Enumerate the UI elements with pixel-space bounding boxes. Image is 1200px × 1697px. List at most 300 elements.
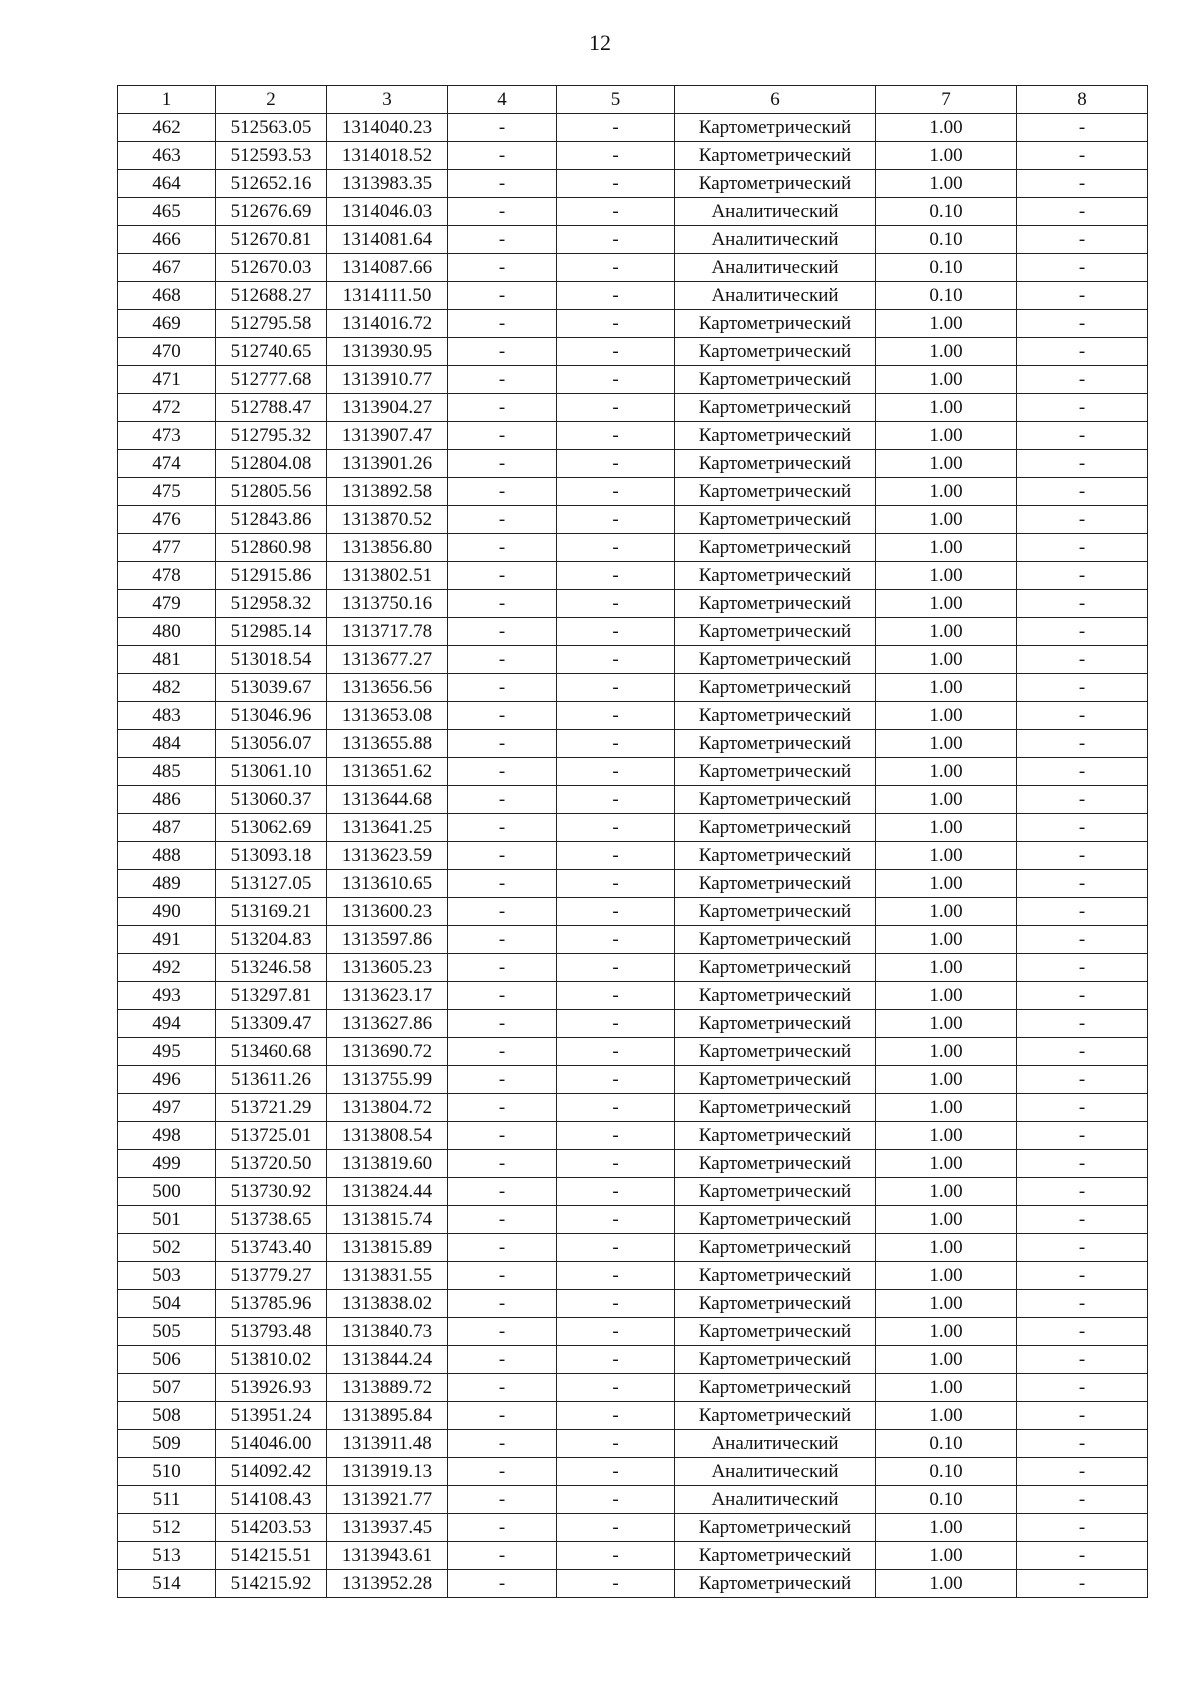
- x-coordinate-cell: 513039.67: [216, 674, 327, 702]
- column-8-cell: -: [1017, 478, 1148, 506]
- y-coordinate-cell: 1313623.59: [327, 842, 448, 870]
- table-row: [118, 114, 1148, 142]
- method-cell: Картометрический: [675, 786, 876, 814]
- column-4-cell: -: [448, 1122, 557, 1150]
- table-row: [118, 1402, 1148, 1430]
- column-8-cell: -: [1017, 1094, 1148, 1122]
- y-coordinate-cell: 1313623.17: [327, 982, 448, 1010]
- column-5-cell: -: [557, 1262, 675, 1290]
- column-8-cell: -: [1017, 338, 1148, 366]
- x-coordinate-cell: 512915.86: [216, 562, 327, 590]
- x-coordinate-cell: 513169.21: [216, 898, 327, 926]
- y-coordinate-cell: 1313808.54: [327, 1122, 448, 1150]
- column-8-cell: -: [1017, 1402, 1148, 1430]
- x-coordinate-cell: 513793.48: [216, 1318, 327, 1346]
- column-8-cell: -: [1017, 1262, 1148, 1290]
- point-number-cell: 504: [118, 1290, 216, 1318]
- method-cell: Аналитический: [675, 254, 876, 282]
- column-4-cell: -: [448, 226, 557, 254]
- column-5-cell: -: [557, 450, 675, 478]
- x-coordinate-cell: 513743.40: [216, 1234, 327, 1262]
- column-4-cell: -: [448, 1318, 557, 1346]
- x-coordinate-cell: 512843.86: [216, 506, 327, 534]
- column-5-cell: -: [557, 198, 675, 226]
- y-coordinate-cell: 1313802.51: [327, 562, 448, 590]
- point-number-cell: 498: [118, 1122, 216, 1150]
- table-row: [118, 338, 1148, 366]
- point-number-cell: 512: [118, 1514, 216, 1542]
- accuracy-cell: 1.00: [876, 1038, 1017, 1066]
- y-coordinate-cell: 1313892.58: [327, 478, 448, 506]
- table-row: [118, 562, 1148, 590]
- column-4-cell: -: [448, 730, 557, 758]
- column-8-cell: -: [1017, 366, 1148, 394]
- method-cell: Картометрический: [675, 1374, 876, 1402]
- column-5-cell: -: [557, 142, 675, 170]
- column-4-cell: -: [448, 506, 557, 534]
- x-coordinate-cell: 512593.53: [216, 142, 327, 170]
- x-coordinate-cell: 512652.16: [216, 170, 327, 198]
- column-5-cell: -: [557, 926, 675, 954]
- column-8-cell: -: [1017, 590, 1148, 618]
- x-coordinate-cell: 513611.26: [216, 1066, 327, 1094]
- x-coordinate-cell: 514092.42: [216, 1458, 327, 1486]
- column-8-cell: -: [1017, 898, 1148, 926]
- accuracy-cell: 0.10: [876, 226, 1017, 254]
- column-8-cell: -: [1017, 422, 1148, 450]
- accuracy-cell: 1.00: [876, 842, 1017, 870]
- column-4-cell: -: [448, 758, 557, 786]
- method-cell: Картометрический: [675, 1178, 876, 1206]
- x-coordinate-cell: 513093.18: [216, 842, 327, 870]
- point-number-cell: 471: [118, 366, 216, 394]
- column-8-cell: -: [1017, 1318, 1148, 1346]
- point-number-cell: 462: [118, 114, 216, 142]
- y-coordinate-cell: 1313755.99: [327, 1066, 448, 1094]
- y-coordinate-cell: 1313819.60: [327, 1150, 448, 1178]
- column-4-cell: -: [448, 310, 557, 338]
- point-number-cell: 466: [118, 226, 216, 254]
- column-5-cell: -: [557, 1038, 675, 1066]
- point-number-cell: 487: [118, 814, 216, 842]
- point-number-cell: 513: [118, 1542, 216, 1570]
- column-8-cell: -: [1017, 1038, 1148, 1066]
- accuracy-cell: 1.00: [876, 618, 1017, 646]
- method-cell: Картометрический: [675, 1318, 876, 1346]
- accuracy-cell: 1.00: [876, 1402, 1017, 1430]
- x-coordinate-cell: 513060.37: [216, 786, 327, 814]
- table-row: [118, 1542, 1148, 1570]
- table-row: [118, 1010, 1148, 1038]
- method-cell: Картометрический: [675, 702, 876, 730]
- method-cell: Картометрический: [675, 478, 876, 506]
- accuracy-cell: 0.10: [876, 254, 1017, 282]
- table-row: [118, 534, 1148, 562]
- method-cell: Картометрический: [675, 1234, 876, 1262]
- method-cell: Картометрический: [675, 646, 876, 674]
- point-number-cell: 495: [118, 1038, 216, 1066]
- column-8-cell: -: [1017, 730, 1148, 758]
- y-coordinate-cell: 1313717.78: [327, 618, 448, 646]
- column-8-cell: -: [1017, 1178, 1148, 1206]
- column-4-cell: -: [448, 338, 557, 366]
- accuracy-cell: 1.00: [876, 1150, 1017, 1178]
- method-cell: Картометрический: [675, 394, 876, 422]
- column-4-cell: -: [448, 702, 557, 730]
- column-8-cell: -: [1017, 1234, 1148, 1262]
- column-4-cell: -: [448, 1430, 557, 1458]
- method-cell: Картометрический: [675, 1094, 876, 1122]
- column-4-cell: -: [448, 1262, 557, 1290]
- column-8-cell: -: [1017, 758, 1148, 786]
- column-5-cell: -: [557, 1458, 675, 1486]
- x-coordinate-cell: 513785.96: [216, 1290, 327, 1318]
- y-coordinate-cell: 1314087.66: [327, 254, 448, 282]
- column-5-cell: -: [557, 254, 675, 282]
- accuracy-cell: 1.00: [876, 114, 1017, 142]
- point-number-cell: 480: [118, 618, 216, 646]
- column-header-7: 7: [876, 86, 1017, 114]
- accuracy-cell: 1.00: [876, 142, 1017, 170]
- x-coordinate-cell: 513730.92: [216, 1178, 327, 1206]
- table-row: [118, 422, 1148, 450]
- column-5-cell: -: [557, 534, 675, 562]
- accuracy-cell: 1.00: [876, 982, 1017, 1010]
- column-8-cell: -: [1017, 954, 1148, 982]
- table-row: [118, 310, 1148, 338]
- table-row: [118, 478, 1148, 506]
- column-4-cell: -: [448, 478, 557, 506]
- method-cell: Картометрический: [675, 1038, 876, 1066]
- accuracy-cell: 1.00: [876, 310, 1017, 338]
- accuracy-cell: 1.00: [876, 1122, 1017, 1150]
- table-row: [118, 170, 1148, 198]
- point-number-cell: 474: [118, 450, 216, 478]
- column-8-cell: -: [1017, 702, 1148, 730]
- column-8-cell: -: [1017, 842, 1148, 870]
- x-coordinate-cell: 512777.68: [216, 366, 327, 394]
- column-8-cell: -: [1017, 1570, 1148, 1598]
- method-cell: Картометрический: [675, 1514, 876, 1542]
- column-5-cell: -: [557, 870, 675, 898]
- table-row: [118, 898, 1148, 926]
- table-row: [118, 954, 1148, 982]
- column-8-cell: -: [1017, 534, 1148, 562]
- point-number-cell: 478: [118, 562, 216, 590]
- column-5-cell: -: [557, 954, 675, 982]
- y-coordinate-cell: 1313655.88: [327, 730, 448, 758]
- point-number-cell: 463: [118, 142, 216, 170]
- table-row: [118, 786, 1148, 814]
- method-cell: Картометрический: [675, 1570, 876, 1598]
- accuracy-cell: 1.00: [876, 170, 1017, 198]
- column-8-cell: -: [1017, 114, 1148, 142]
- method-cell: Картометрический: [675, 562, 876, 590]
- method-cell: Аналитический: [675, 198, 876, 226]
- x-coordinate-cell: 513056.07: [216, 730, 327, 758]
- method-cell: Аналитический: [675, 282, 876, 310]
- column-5-cell: -: [557, 282, 675, 310]
- method-cell: Картометрический: [675, 982, 876, 1010]
- x-coordinate-cell: 514215.51: [216, 1542, 327, 1570]
- column-4-cell: -: [448, 814, 557, 842]
- method-cell: Картометрический: [675, 142, 876, 170]
- x-coordinate-cell: 514215.92: [216, 1570, 327, 1598]
- column-4-cell: -: [448, 366, 557, 394]
- column-5-cell: -: [557, 562, 675, 590]
- accuracy-cell: 1.00: [876, 758, 1017, 786]
- column-5-cell: -: [557, 1122, 675, 1150]
- column-8-cell: -: [1017, 1066, 1148, 1094]
- column-5-cell: -: [557, 1430, 675, 1458]
- column-8-cell: -: [1017, 394, 1148, 422]
- column-4-cell: -: [448, 1374, 557, 1402]
- column-4-cell: -: [448, 198, 557, 226]
- y-coordinate-cell: 1313937.45: [327, 1514, 448, 1542]
- x-coordinate-cell: 512563.05: [216, 114, 327, 142]
- column-8-cell: -: [1017, 170, 1148, 198]
- y-coordinate-cell: 1313844.24: [327, 1346, 448, 1374]
- column-4-cell: -: [448, 1150, 557, 1178]
- accuracy-cell: 0.10: [876, 1486, 1017, 1514]
- point-number-cell: 499: [118, 1150, 216, 1178]
- point-number-cell: 492: [118, 954, 216, 982]
- column-8-cell: -: [1017, 198, 1148, 226]
- method-cell: Картометрический: [675, 114, 876, 142]
- table-row: [118, 1262, 1148, 1290]
- column-8-cell: -: [1017, 310, 1148, 338]
- column-5-cell: -: [557, 1346, 675, 1374]
- x-coordinate-cell: 512958.32: [216, 590, 327, 618]
- accuracy-cell: 1.00: [876, 786, 1017, 814]
- point-number-cell: 464: [118, 170, 216, 198]
- method-cell: Аналитический: [675, 1430, 876, 1458]
- column-8-cell: -: [1017, 562, 1148, 590]
- column-5-cell: -: [557, 814, 675, 842]
- accuracy-cell: 1.00: [876, 1262, 1017, 1290]
- x-coordinate-cell: 513720.50: [216, 1150, 327, 1178]
- y-coordinate-cell: 1313930.95: [327, 338, 448, 366]
- point-number-cell: 482: [118, 674, 216, 702]
- table-row: [118, 702, 1148, 730]
- column-8-cell: -: [1017, 254, 1148, 282]
- accuracy-cell: 1.00: [876, 1542, 1017, 1570]
- table-row: [118, 1206, 1148, 1234]
- column-4-cell: -: [448, 394, 557, 422]
- method-cell: Картометрический: [675, 1402, 876, 1430]
- method-cell: Картометрический: [675, 450, 876, 478]
- column-8-cell: -: [1017, 618, 1148, 646]
- column-header-4: 4: [448, 86, 557, 114]
- x-coordinate-cell: 512788.47: [216, 394, 327, 422]
- method-cell: Картометрический: [675, 1290, 876, 1318]
- x-coordinate-cell: 513062.69: [216, 814, 327, 842]
- column-5-cell: -: [557, 758, 675, 786]
- column-4-cell: -: [448, 562, 557, 590]
- column-8-cell: -: [1017, 1514, 1148, 1542]
- column-4-cell: -: [448, 1346, 557, 1374]
- method-cell: Картометрический: [675, 170, 876, 198]
- table-row: [118, 1122, 1148, 1150]
- y-coordinate-cell: 1313889.72: [327, 1374, 448, 1402]
- column-4-cell: -: [448, 1570, 557, 1598]
- column-4-cell: -: [448, 842, 557, 870]
- column-5-cell: -: [557, 730, 675, 758]
- table-row: [118, 842, 1148, 870]
- column-4-cell: -: [448, 1542, 557, 1570]
- method-cell: Картометрический: [675, 898, 876, 926]
- y-coordinate-cell: 1313840.73: [327, 1318, 448, 1346]
- y-coordinate-cell: 1313610.65: [327, 870, 448, 898]
- point-number-cell: 465: [118, 198, 216, 226]
- x-coordinate-cell: 513725.01: [216, 1122, 327, 1150]
- y-coordinate-cell: 1313597.86: [327, 926, 448, 954]
- table-row: [118, 1178, 1148, 1206]
- table-row: [118, 198, 1148, 226]
- table-row: [118, 1318, 1148, 1346]
- column-5-cell: -: [557, 1570, 675, 1598]
- column-5-cell: -: [557, 786, 675, 814]
- table-row: [118, 506, 1148, 534]
- table-row: [118, 1234, 1148, 1262]
- table-row: [118, 394, 1148, 422]
- column-5-cell: -: [557, 1290, 675, 1318]
- accuracy-cell: 0.10: [876, 282, 1017, 310]
- column-5-cell: -: [557, 1374, 675, 1402]
- table-row: [118, 1486, 1148, 1514]
- table-row: [118, 1094, 1148, 1122]
- column-4-cell: -: [448, 142, 557, 170]
- accuracy-cell: 1.00: [876, 926, 1017, 954]
- column-5-cell: -: [557, 114, 675, 142]
- accuracy-cell: 1.00: [876, 366, 1017, 394]
- point-number-cell: 497: [118, 1094, 216, 1122]
- column-4-cell: -: [448, 786, 557, 814]
- method-cell: Аналитический: [675, 226, 876, 254]
- column-4-cell: -: [448, 926, 557, 954]
- table-row: [118, 142, 1148, 170]
- x-coordinate-cell: 513297.81: [216, 982, 327, 1010]
- column-8-cell: -: [1017, 1010, 1148, 1038]
- column-8-cell: -: [1017, 226, 1148, 254]
- accuracy-cell: 1.00: [876, 1346, 1017, 1374]
- point-number-cell: 468: [118, 282, 216, 310]
- method-cell: Картометрический: [675, 1122, 876, 1150]
- y-coordinate-cell: 1313627.86: [327, 1010, 448, 1038]
- column-5-cell: -: [557, 590, 675, 618]
- x-coordinate-cell: 512860.98: [216, 534, 327, 562]
- x-coordinate-cell: 513246.58: [216, 954, 327, 982]
- column-5-cell: -: [557, 618, 675, 646]
- method-cell: Картометрический: [675, 954, 876, 982]
- coordinates-table: [117, 85, 1148, 1598]
- column-5-cell: -: [557, 338, 675, 366]
- column-header-5: 5: [557, 86, 675, 114]
- method-cell: Картометрический: [675, 534, 876, 562]
- column-4-cell: -: [448, 618, 557, 646]
- x-coordinate-cell: 513309.47: [216, 1010, 327, 1038]
- table-row: [118, 282, 1148, 310]
- accuracy-cell: 1.00: [876, 1290, 1017, 1318]
- table-row: [118, 982, 1148, 1010]
- column-4-cell: -: [448, 590, 557, 618]
- accuracy-cell: 1.00: [876, 590, 1017, 618]
- column-8-cell: -: [1017, 142, 1148, 170]
- method-cell: Картометрический: [675, 310, 876, 338]
- column-4-cell: -: [448, 1290, 557, 1318]
- point-number-cell: 503: [118, 1262, 216, 1290]
- method-cell: Картометрический: [675, 506, 876, 534]
- y-coordinate-cell: 1313870.52: [327, 506, 448, 534]
- accuracy-cell: 1.00: [876, 478, 1017, 506]
- y-coordinate-cell: 1313815.74: [327, 1206, 448, 1234]
- x-coordinate-cell: 513951.24: [216, 1402, 327, 1430]
- accuracy-cell: 0.10: [876, 198, 1017, 226]
- method-cell: Картометрический: [675, 674, 876, 702]
- point-number-cell: 509: [118, 1430, 216, 1458]
- method-cell: Картометрический: [675, 422, 876, 450]
- column-4-cell: -: [448, 1094, 557, 1122]
- point-number-cell: 490: [118, 898, 216, 926]
- point-number-cell: 502: [118, 1234, 216, 1262]
- column-8-cell: -: [1017, 1150, 1148, 1178]
- point-number-cell: 479: [118, 590, 216, 618]
- accuracy-cell: 1.00: [876, 1234, 1017, 1262]
- column-8-cell: -: [1017, 646, 1148, 674]
- table-row: [118, 450, 1148, 478]
- y-coordinate-cell: 1313644.68: [327, 786, 448, 814]
- column-8-cell: -: [1017, 674, 1148, 702]
- x-coordinate-cell: 512805.56: [216, 478, 327, 506]
- column-5-cell: -: [557, 1486, 675, 1514]
- y-coordinate-cell: 1313904.27: [327, 394, 448, 422]
- column-5-cell: -: [557, 1402, 675, 1430]
- column-5-cell: -: [557, 394, 675, 422]
- method-cell: Картометрический: [675, 590, 876, 618]
- accuracy-cell: 1.00: [876, 562, 1017, 590]
- point-number-cell: 496: [118, 1066, 216, 1094]
- column-header-8: 8: [1017, 86, 1148, 114]
- column-8-cell: -: [1017, 926, 1148, 954]
- column-5-cell: -: [557, 1066, 675, 1094]
- x-coordinate-cell: 514203.53: [216, 1514, 327, 1542]
- accuracy-cell: 1.00: [876, 674, 1017, 702]
- x-coordinate-cell: 512795.32: [216, 422, 327, 450]
- column-4-cell: -: [448, 870, 557, 898]
- column-header-1: 1: [118, 86, 216, 114]
- point-number-cell: 500: [118, 1178, 216, 1206]
- column-5-cell: -: [557, 1094, 675, 1122]
- accuracy-cell: 0.10: [876, 1458, 1017, 1486]
- method-cell: Картометрический: [675, 1066, 876, 1094]
- table-row: [118, 758, 1148, 786]
- method-cell: Картометрический: [675, 1346, 876, 1374]
- method-cell: Картометрический: [675, 842, 876, 870]
- y-coordinate-cell: 1313921.77: [327, 1486, 448, 1514]
- column-8-cell: -: [1017, 982, 1148, 1010]
- y-coordinate-cell: 1314111.50: [327, 282, 448, 310]
- point-number-cell: 486: [118, 786, 216, 814]
- accuracy-cell: 1.00: [876, 422, 1017, 450]
- column-4-cell: -: [448, 898, 557, 926]
- table-row: [118, 814, 1148, 842]
- y-coordinate-cell: 1313919.13: [327, 1458, 448, 1486]
- y-coordinate-cell: 1314081.64: [327, 226, 448, 254]
- y-coordinate-cell: 1313750.16: [327, 590, 448, 618]
- column-5-cell: -: [557, 422, 675, 450]
- point-number-cell: 488: [118, 842, 216, 870]
- x-coordinate-cell: 513738.65: [216, 1206, 327, 1234]
